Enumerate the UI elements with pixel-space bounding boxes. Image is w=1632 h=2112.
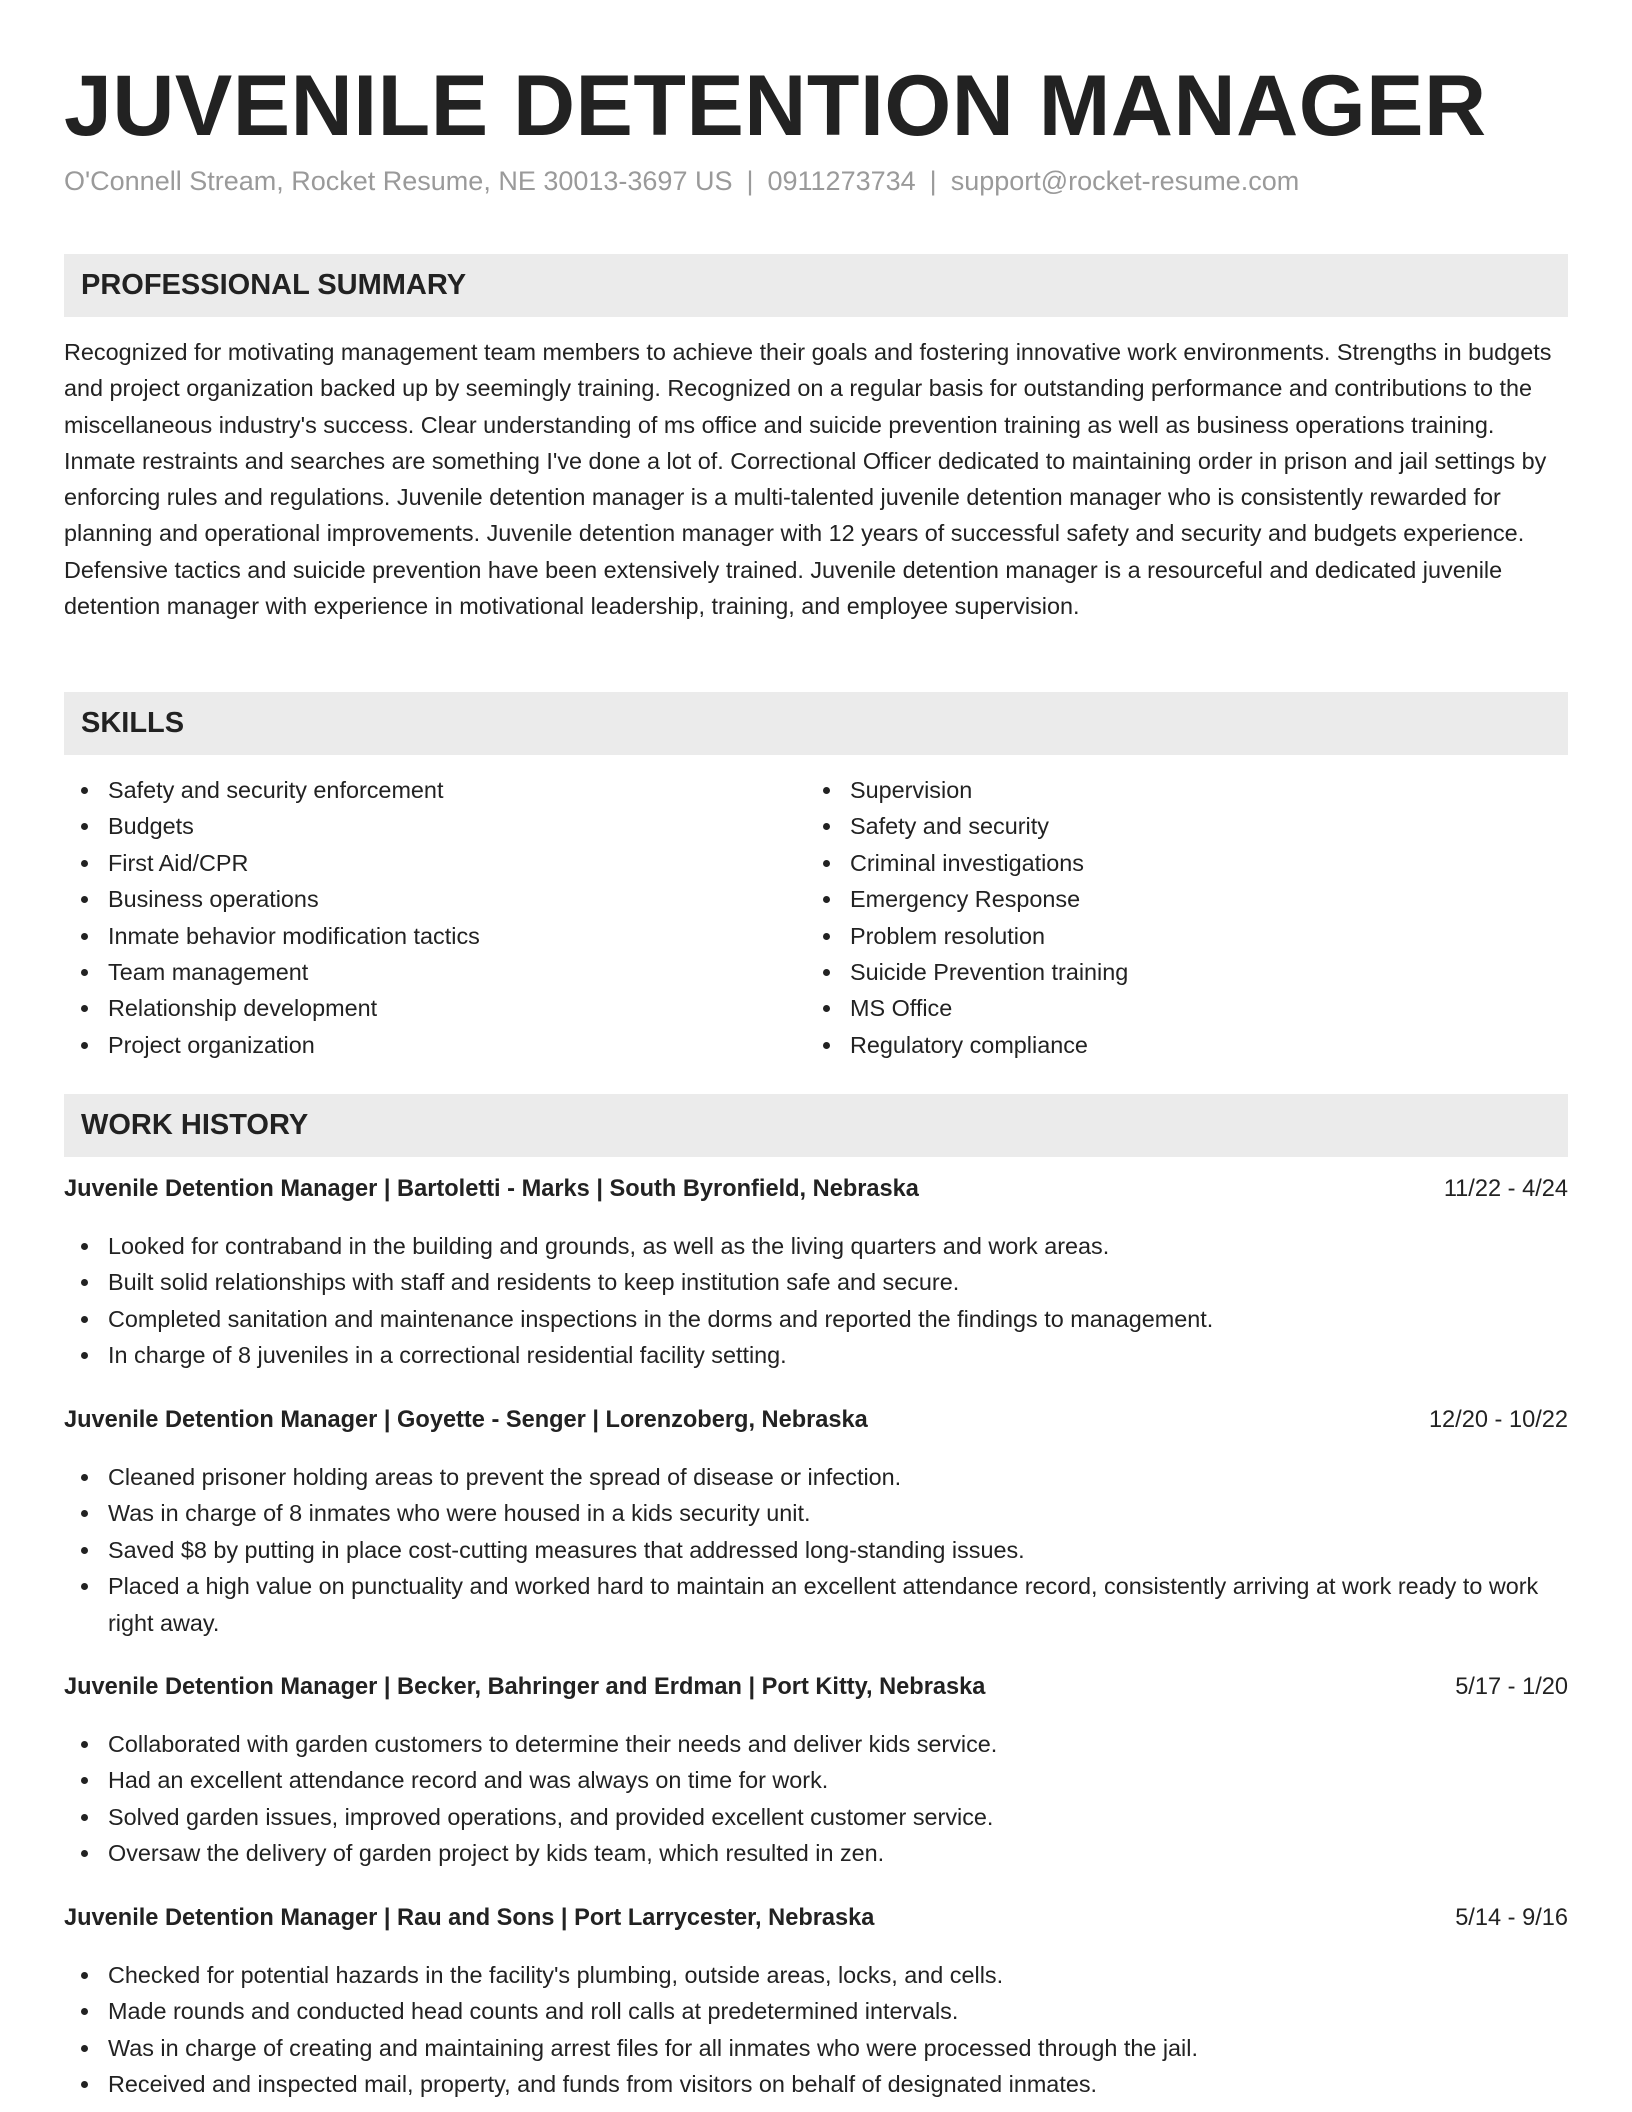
job-bullets (64, 1228, 1568, 1374)
skills-list-right (806, 772, 1128, 1063)
contact-separator: | (929, 166, 937, 196)
job-dates: 5/17 - 1/20 (1455, 1674, 1568, 1700)
job-header (64, 1674, 1568, 1710)
skill-item: Inmate behavior modification tactics (64, 918, 480, 954)
job-bullet: Collaborated with garden customers to determine their needs and deliver kids service. (64, 1726, 1568, 1762)
job-title: Juvenile Detention Manager | Goyette - Senger | Lorenzoberg, Nebraska (64, 1407, 868, 1433)
job-bullets (64, 1459, 1568, 1641)
skills-list-left (64, 772, 480, 1063)
job-bullet: Saved $8 by putting in place cost-cutting measures that addressed long-standing issues. (64, 1532, 1568, 1568)
job-bullet: Checked for potential hazards in the facility's plumbing, outside areas, locks, and cells. (64, 1957, 1568, 1993)
job-title: Juvenile Detention Manager | Rau and Sons | Port Larrycester, Nebraska (64, 1905, 875, 1931)
job-entry (64, 1674, 1568, 1872)
job-header (64, 1176, 1568, 1212)
skills-heading: SKILLS (81, 707, 185, 739)
candidate-title: JUVENILE DETENTION MANAGER (64, 58, 1487, 154)
contact-phone: 0911273734 (767, 166, 916, 196)
skill-item: Supervision (806, 772, 1128, 808)
summary-section-header (64, 254, 1568, 317)
contact-line (64, 166, 1299, 197)
job-title: Juvenile Detention Manager | Bartoletti - Marks | South Byronfield, Nebraska (64, 1176, 919, 1202)
job-header (64, 1407, 1568, 1443)
skill-item: Emergency Response (806, 881, 1128, 917)
job-bullets (64, 1957, 1568, 2103)
job-bullet: Made rounds and conducted head counts and roll calls at predetermined intervals. (64, 1993, 1568, 2029)
contact-address: O'Connell Stream, Rocket Resume, NE 30013-3697 US (64, 166, 733, 196)
job-dates: 11/22 - 4/24 (1443, 1176, 1568, 1202)
skill-item: Relationship development (64, 990, 480, 1026)
skill-item: First Aid/CPR (64, 845, 480, 881)
skill-item: Team management (64, 954, 480, 990)
job-bullet: Was in charge of creating and maintaining arrest files for all inmates who were processed through the jail. (64, 2030, 1568, 2066)
contact-email: support@rocket-resume.com (950, 166, 1300, 196)
skill-item: Criminal investigations (806, 845, 1128, 881)
skill-item: Regulatory compliance (806, 1027, 1128, 1063)
skills-section-header (64, 692, 1568, 755)
skill-item: MS Office (806, 990, 1128, 1026)
skill-item: Suicide Prevention training (806, 954, 1128, 990)
skill-item: Safety and security enforcement (64, 772, 480, 808)
job-title: Juvenile Detention Manager | Becker, Bahringer and Erdman | Port Kitty, Nebraska (64, 1674, 986, 1700)
job-entry (64, 1905, 1568, 2103)
skill-item: Budgets (64, 808, 480, 844)
job-dates: 5/14 - 9/16 (1455, 1905, 1568, 1931)
job-bullet: Had an excellent attendance record and was always on time for work. (64, 1762, 1568, 1798)
work-history-section-header (64, 1094, 1568, 1157)
job-header (64, 1905, 1568, 1941)
job-bullet: Received and inspected mail, property, and funds from visitors on behalf of designated inmates. (64, 2066, 1568, 2102)
job-bullet: Solved garden issues, improved operations, and provided excellent customer service. (64, 1799, 1568, 1835)
job-bullet: Completed sanitation and maintenance inspections in the dorms and reported the findings to management. (64, 1301, 1568, 1337)
job-bullets (64, 1726, 1568, 1872)
skill-item: Project organization (64, 1027, 480, 1063)
job-bullet: In charge of 8 juveniles in a correctional residential facility setting. (64, 1337, 1568, 1373)
job-bullet: Placed a high value on punctuality and worked hard to maintain an excellent attendance record, consistently arriving at work ready to work right away. (64, 1568, 1568, 1641)
summary-text: Recognized for motivating management team members to achieve their goals and fostering innovative work environments. Strengths in budgets and project organization backed up by seemingly training. Recognized on a regular basis for outstanding performance and contributions to the miscellaneous industry's success. Clear understanding of ms office and suicide prevention training as well as business operations training. Inmate restraints and searches are something I've done a lot of. Correctional Officer dedicated to maintaining order in prison and jail settings by enforcing rules and regulations. Juvenile detention manager is a multi-talented juvenile detention manager who is consistently rewarded for planning and operational improvements. Juvenile detention manager with 12 years of successful safety and security and budgets experience. Defensive tactics and suicide prevention have been extensively trained. Juvenile detention manager is a resourceful and dedicated juvenile detention manager with experience in motivational leadership, training, and employee supervision. (64, 339, 1552, 620)
job-bullet: Oversaw the delivery of garden project by kids team, which resulted in zen. (64, 1835, 1568, 1871)
skill-item: Safety and security (806, 808, 1128, 844)
job-dates: 12/20 - 10/22 (1428, 1407, 1568, 1433)
job-entry (64, 1407, 1568, 1641)
summary-heading: PROFESSIONAL SUMMARY (81, 269, 467, 301)
job-bullet: Cleaned prisoner holding areas to prevent the spread of disease or infection. (64, 1459, 1568, 1495)
job-entry (64, 1176, 1568, 1374)
job-bullet: Built solid relationships with staff and residents to keep institution safe and secure. (64, 1264, 1568, 1300)
skill-item: Business operations (64, 881, 480, 917)
contact-separator: | (746, 166, 754, 196)
job-bullet: Was in charge of 8 inmates who were housed in a kids security unit. (64, 1495, 1568, 1531)
work-history-heading: WORK HISTORY (81, 1109, 309, 1141)
skill-item: Problem resolution (806, 918, 1128, 954)
job-bullet: Looked for contraband in the building and grounds, as well as the living quarters and work areas. (64, 1228, 1568, 1264)
